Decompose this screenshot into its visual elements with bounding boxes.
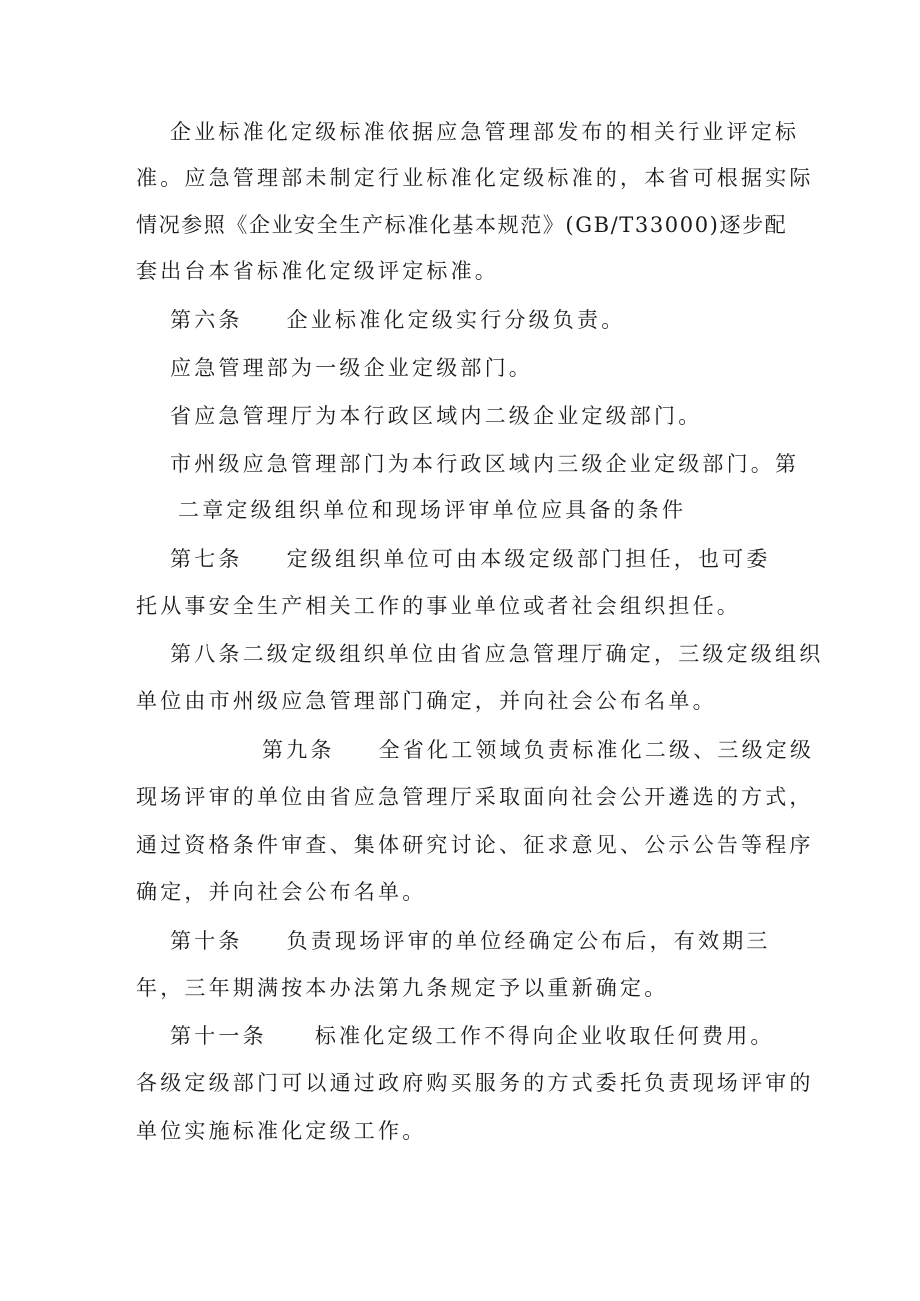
article-10-label: 第十条 — [170, 929, 243, 953]
article-9-line-4: 确定，并向社会公布名单。 — [136, 880, 427, 904]
level-2-line: 省应急管理厅为本行政区域内二级企业定级部门。 — [170, 404, 703, 428]
article-9-label: 第九条 — [262, 738, 335, 762]
article-10-text: 负责现场评审的单位经确定公布后，有效期三 — [286, 929, 771, 953]
level-3-line: 市州级应急管理部门为本行政区域内三级企业定级部门。第 — [170, 452, 800, 476]
article-11-label: 第十一条 — [170, 1024, 267, 1048]
article-11-line-2: 各级定级部门可以通过政府购买服务的方式委托负责现场评审的 — [136, 1071, 814, 1095]
article-6 — [170, 305, 625, 335]
p1-line-2: 准。应急管理部未制定行业标准化定级标准的，本省可根据实际 — [136, 166, 814, 190]
article-7-line-1 — [170, 544, 771, 574]
p1-line-3: 情况参照《企业安全生产标准化基本规范》(GB/T33000)逐步配 — [136, 213, 788, 237]
article-7-line-2: 托从事安全生产相关工作的事业单位或者社会组织担任。 — [136, 594, 741, 618]
article-11-line-1 — [170, 1021, 775, 1051]
chapter-2-heading: 二章定级组织单位和现场评审单位应具备的条件 — [178, 498, 687, 522]
article-11-text: 标准化定级工作不得向企业收取任何费用。 — [314, 1024, 775, 1048]
article-6-text: 企业标准化定级实行分级负责。 — [286, 308, 626, 332]
article-8-line-1: 第八条二级定级组织单位由省应急管理厅确定，三级定级组织 — [170, 642, 824, 666]
article-9-line-3: 通过资格条件审查、集体研究讨论、征求意见、公示公告等程序 — [136, 833, 814, 857]
level-1-line: 应急管理部为一级企业定级部门。 — [170, 356, 533, 380]
p1-line-4: 套出台本省标准化定级评定标准。 — [136, 259, 499, 283]
article-10-line-1 — [170, 926, 771, 956]
article-8-line-2: 单位由市州级应急管理部门确定，并向社会公布名单。 — [136, 689, 717, 713]
article-6-label: 第六条 — [170, 308, 243, 332]
article-7-label: 第七条 — [170, 547, 243, 571]
article-7-text: 定级组织单位可由本级定级部门担任，也可委 — [286, 547, 771, 571]
p1-line-1: 企业标准化定级标准依据应急管理部发布的相关行业评定标 — [170, 120, 800, 144]
article-11-line-3: 单位实施标准化定级工作。 — [136, 1119, 427, 1143]
article-9-text: 全省化工领域负责标准化二级、三级定级 — [378, 738, 815, 762]
article-9-line-2: 现场评审的单位由省应急管理厅采取面向社会公开遴选的方式， — [136, 785, 814, 809]
article-10-line-2: 年，三年期满按本办法第九条规定予以重新确定。 — [136, 976, 669, 1000]
article-9-line-1 — [262, 735, 814, 765]
